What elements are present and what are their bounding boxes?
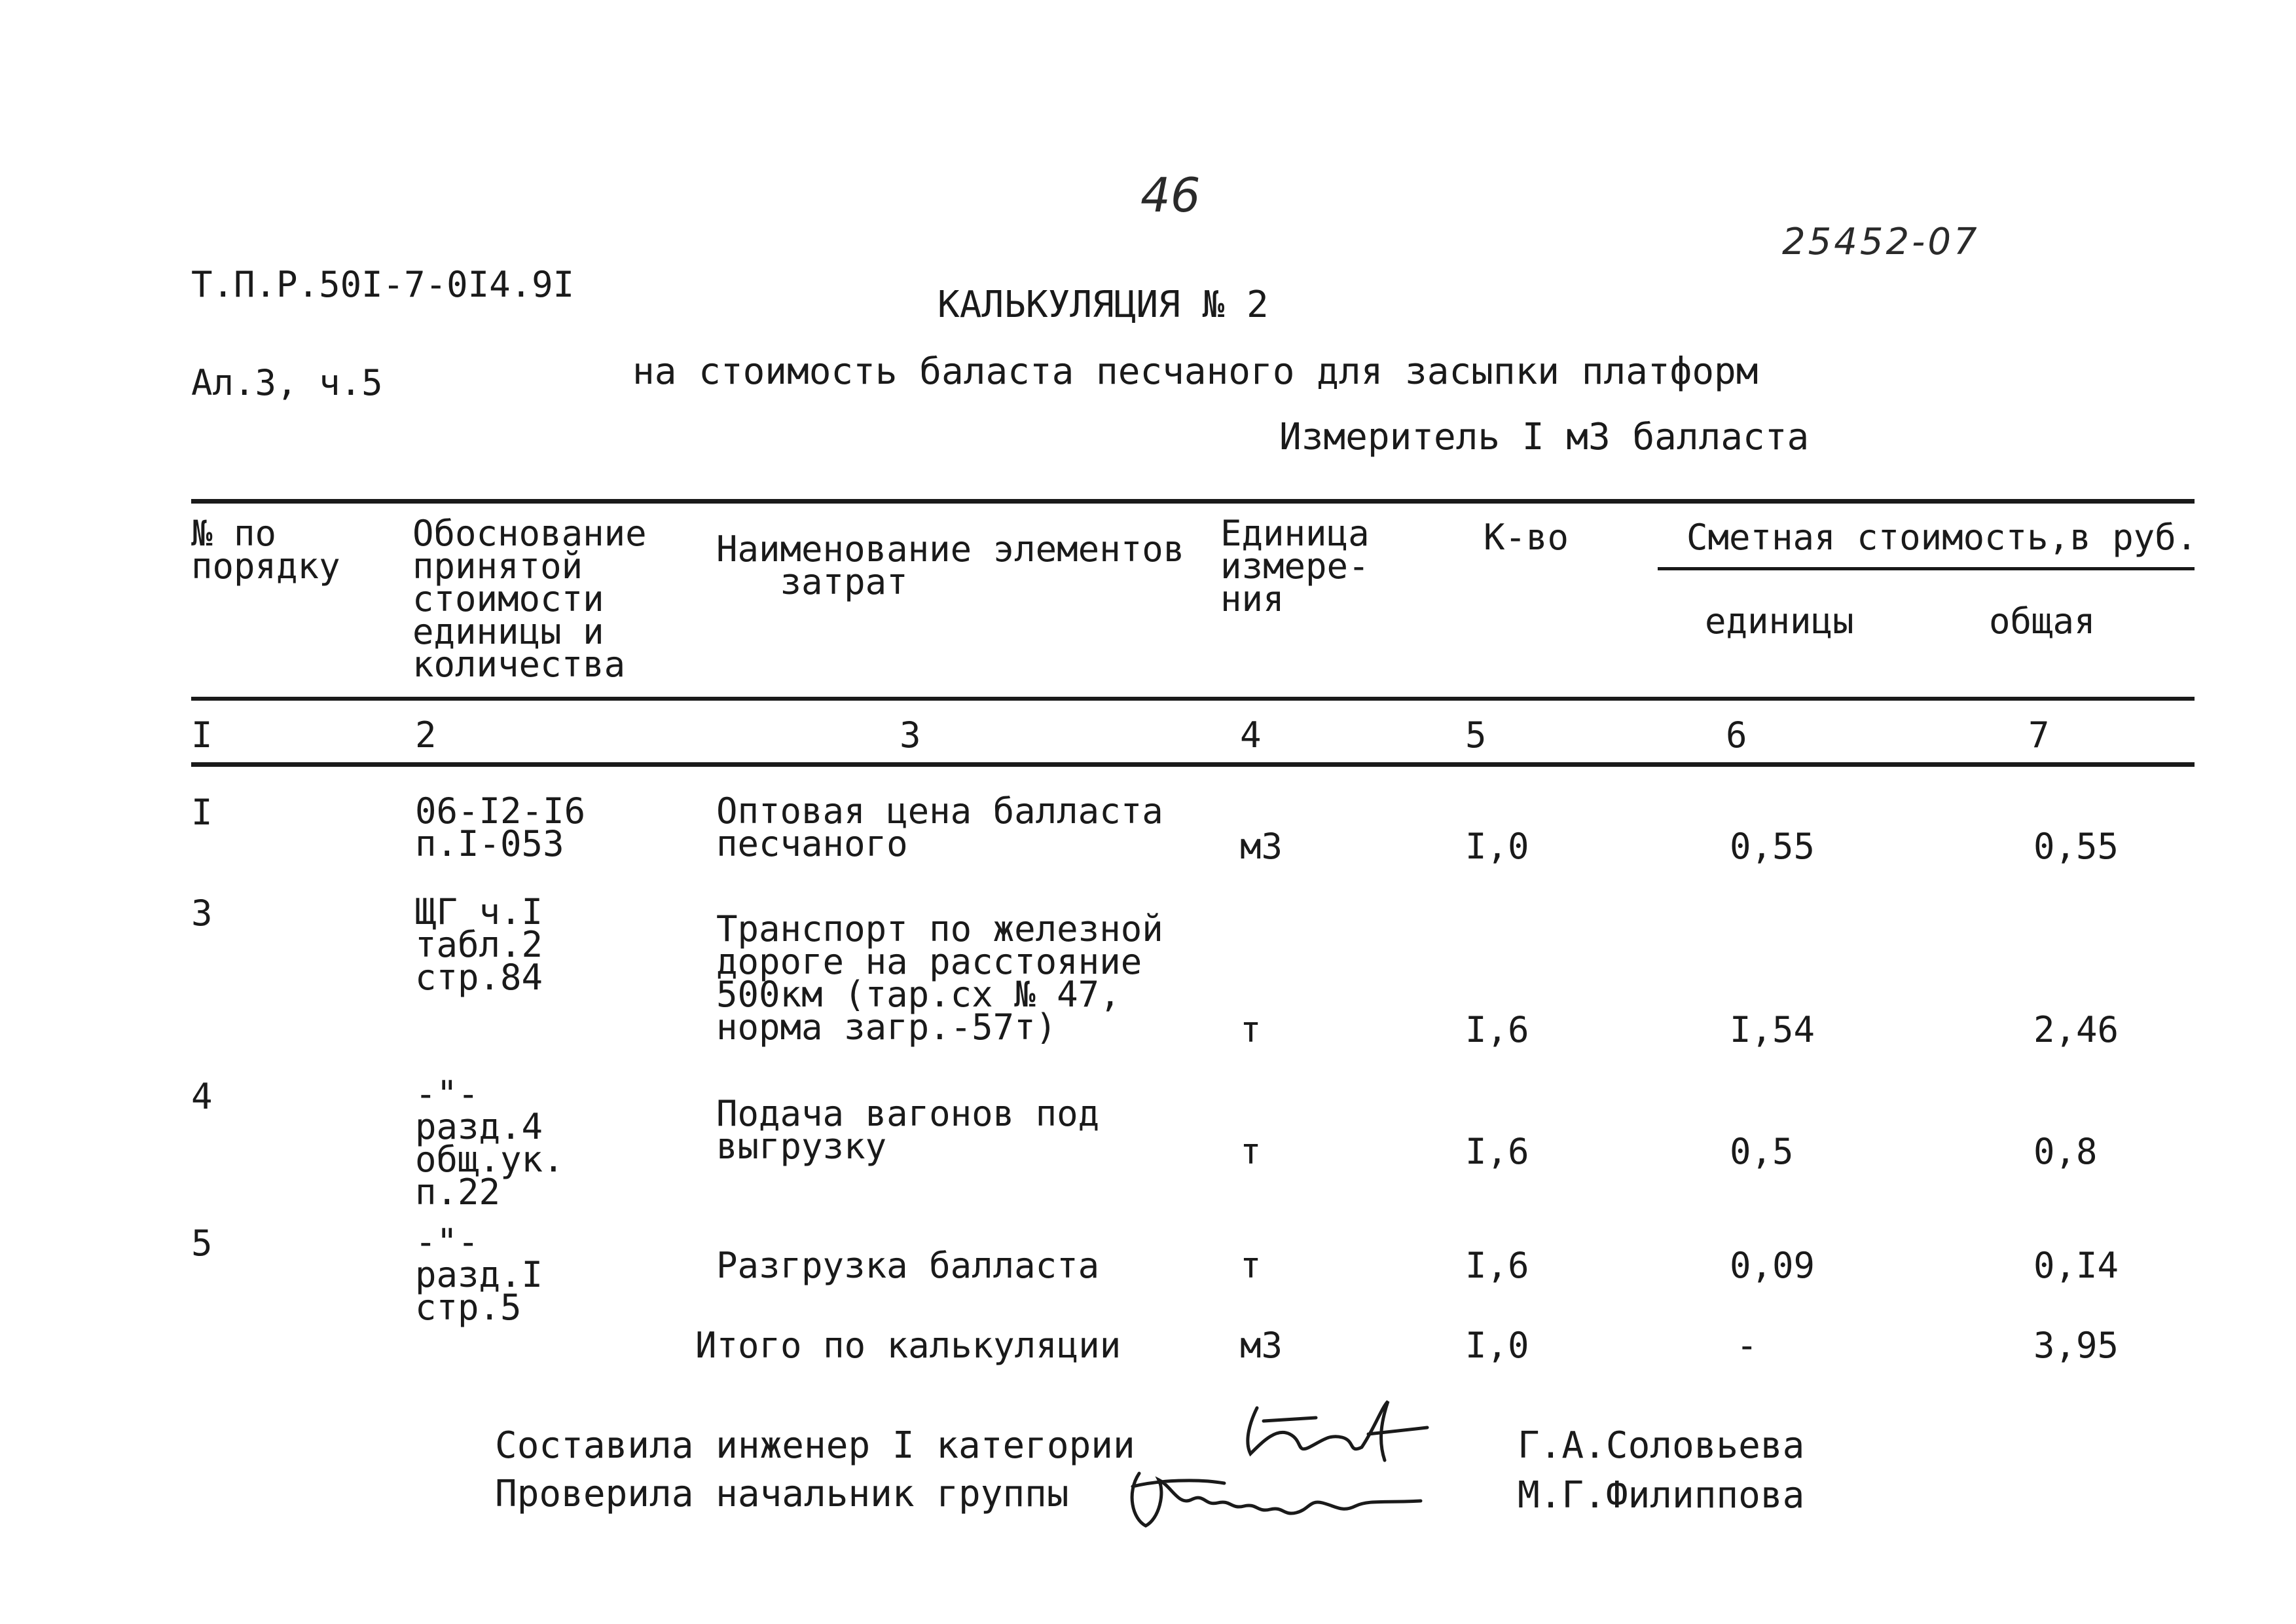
row-unit: т xyxy=(1240,1245,1262,1286)
calculation-subheading: на стоимость баласта песчаного для засыпки платформ xyxy=(632,350,1758,393)
row-unit-cost: І,54 xyxy=(1730,1009,1815,1050)
row-total-cost: 0,55 xyxy=(2033,826,2119,867)
header-order-number: № по порядку xyxy=(191,513,340,587)
column-number-7: 7 xyxy=(2028,714,2050,756)
row-unit-cost: 0,55 xyxy=(1730,826,1815,867)
cost-header-rule xyxy=(1658,567,2195,570)
header-bottom-rule xyxy=(191,697,2195,701)
row-basis: 06-І2-І6 п.І-053 xyxy=(415,790,586,864)
row-cost-element: Транспорт по железной дороге на расстояние 500км (тар.сх № 47, норма загр.-57т) xyxy=(716,908,1163,1048)
measure-unit: Измеритель І м3 балласта xyxy=(1279,416,1810,458)
row-total-cost: 0,8 xyxy=(2033,1131,2098,1172)
row-number: 5 xyxy=(191,1223,213,1264)
document-code xyxy=(191,203,574,432)
row-number: І xyxy=(191,792,213,833)
header-unit: Единица измере- ния xyxy=(1220,513,1370,619)
row-basis: -"- разд.І стр.5 xyxy=(415,1221,543,1328)
row-quantity: І,6 xyxy=(1465,1131,1529,1172)
total-quantity: І,0 xyxy=(1465,1325,1529,1366)
checked-by-name: М.Г.Филиппова xyxy=(1518,1474,1805,1517)
checked-by-signature xyxy=(1120,1454,1434,1539)
document-code-line2: Ал.3, ч.5 xyxy=(191,362,383,403)
compiled-by-name: Г.А.Соловьева xyxy=(1518,1424,1805,1467)
header-quantity: К-во xyxy=(1484,517,1569,558)
row-cost-element: Оптовая цена балласта песчаного xyxy=(716,790,1163,864)
row-quantity: І,6 xyxy=(1465,1245,1529,1286)
column-number-4: 4 xyxy=(1240,714,1262,756)
total-unit: м3 xyxy=(1240,1325,1283,1366)
row-quantity: І,0 xyxy=(1465,826,1529,867)
header-unit-cost: единицы xyxy=(1705,600,1854,642)
calculation-heading: КАЛЬКУЛЯЦИЯ № 2 xyxy=(938,284,1269,326)
header-total-cost: общая xyxy=(1989,600,2096,642)
row-unit-cost: 0,5 xyxy=(1730,1131,1794,1172)
total-cost: 3,95 xyxy=(2033,1325,2119,1366)
column-numbers-rule xyxy=(191,762,2195,767)
row-unit-cost: 0,09 xyxy=(1730,1245,1815,1286)
header-basis: Обоснование принятой стоимости единицы и количества xyxy=(412,513,647,685)
row-basis: ЩГ ч.І табл.2 стр.84 xyxy=(415,891,543,998)
row-total-cost: 2,46 xyxy=(2033,1009,2119,1050)
column-number-3: 3 xyxy=(900,714,921,756)
row-number: 3 xyxy=(191,893,213,934)
archive-number: 25452-07 xyxy=(1782,221,1980,263)
row-unit: м3 xyxy=(1240,826,1283,867)
column-number-6: 6 xyxy=(1726,714,1747,756)
total-label: Итого по калькуляции xyxy=(695,1325,1121,1366)
row-total-cost: 0,І4 xyxy=(2033,1245,2119,1286)
column-number-1: І xyxy=(191,714,213,756)
header-cost-elements: Наименование элементов затрат xyxy=(716,528,1185,602)
table-top-rule xyxy=(191,499,2195,504)
column-number-5: 5 xyxy=(1465,714,1487,756)
row-number: 4 xyxy=(191,1076,213,1117)
row-unit: т xyxy=(1240,1009,1262,1050)
column-number-2: 2 xyxy=(415,714,437,756)
row-unit: т xyxy=(1240,1131,1262,1172)
total-unit-cost: - xyxy=(1736,1325,1758,1366)
checked-by-label: Проверила начальник группы xyxy=(495,1473,1069,1515)
row-cost-element: Подача вагонов под выгрузку xyxy=(716,1093,1100,1167)
row-cost-element: Разгрузка балласта xyxy=(716,1245,1100,1286)
document-code-line1: Т.П.Р.50І-7-0І4.9І xyxy=(191,264,575,305)
row-quantity: І,6 xyxy=(1465,1009,1529,1050)
header-estimated-cost: Сметная стоимость,в руб. xyxy=(1686,517,2198,558)
compiled-by-label: Составила инженер І категории xyxy=(495,1424,1135,1467)
page-number: 46 xyxy=(1140,168,1201,223)
row-basis: -"- разд.4 общ.ук. п.22 xyxy=(415,1073,564,1213)
